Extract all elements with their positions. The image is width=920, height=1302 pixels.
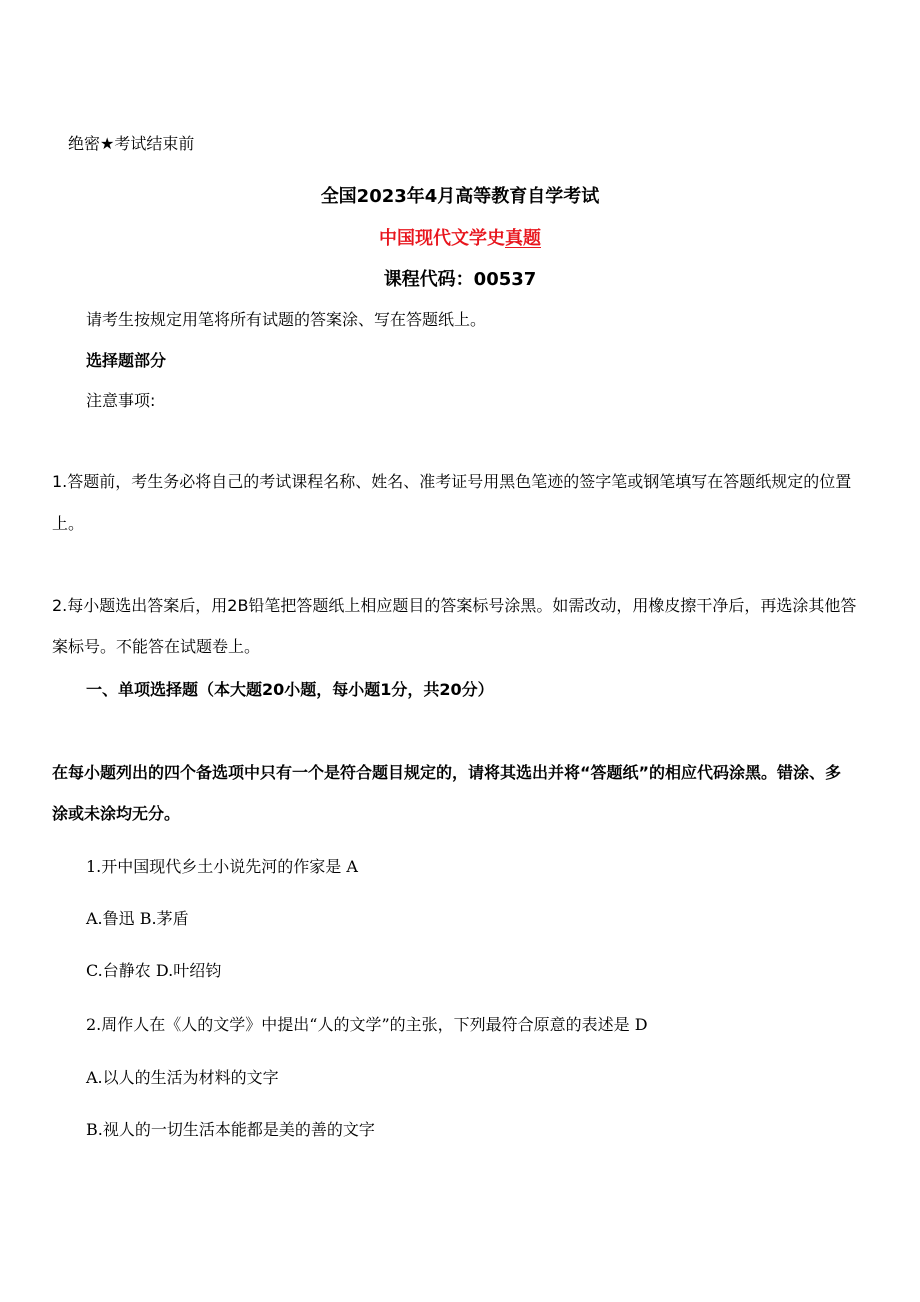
note-2-line-2: 案标号。不能答在试题卷上。 xyxy=(52,637,261,656)
section-label: 选择题部分 xyxy=(86,351,167,370)
note-2-line-1: 2.每小题选出答案后，用2B铅笔把答题纸上相应题目的答案标号涂黑。如需改动，用橡皮擦干净后，再选涂其他答 xyxy=(52,596,857,615)
question-2-option-a: A.以人的生活为材料的文字 xyxy=(86,1068,279,1087)
part-heading: 一、单项选择题（本大题20小题，每小题1分，共20分） xyxy=(86,680,494,699)
subject-title-main: 中国现代文学史 xyxy=(379,228,505,249)
subject-title-underlined: 真题 xyxy=(505,228,541,249)
question-2-stem: 2.周作人在《人的文学》中提出“人的文学”的主张，下列最符合原意的表述是 D xyxy=(86,1015,648,1034)
course-code: 课程代码：00537 xyxy=(383,269,537,290)
question-2-option-b: B.视人的一切生活本能都是美的善的文字 xyxy=(86,1120,375,1139)
question-1-stem: 1.开中国现代乡土小说先河的作家是 A xyxy=(86,857,358,876)
subject-title xyxy=(0,227,920,251)
question-1-options-line-2: C.台静农 D.叶绍钧 xyxy=(86,961,222,980)
part-instruction-line-2: 涂或未涂均无分。 xyxy=(52,804,181,823)
answer-instruction: 请考生按规定用笔将所有试题的答案涂、写在答题纸上。 xyxy=(86,310,487,329)
part-instruction-line-1: 在每小题列出的四个备选项中只有一个是符合题目规定的，请将其选出并将“答题纸”的相应代码涂黑。错涂、多 xyxy=(52,763,842,782)
notice-label: 注意事项: xyxy=(86,391,156,410)
note-1-line-2: 上。 xyxy=(52,514,85,533)
confidential-mark: 绝密★考试结束前 xyxy=(68,134,195,153)
question-1-options-line-1: A.鲁迅 B.茅盾 xyxy=(86,909,189,928)
note-1-line-1: 1.答题前，考生务必将自己的考试课程名称、姓名、准考证号用黑色笔迹的签字笔或钢笔填写在答题纸规定的位置 xyxy=(52,472,852,491)
exam-title: 全国2023年4月高等教育自学考试 xyxy=(320,186,600,207)
